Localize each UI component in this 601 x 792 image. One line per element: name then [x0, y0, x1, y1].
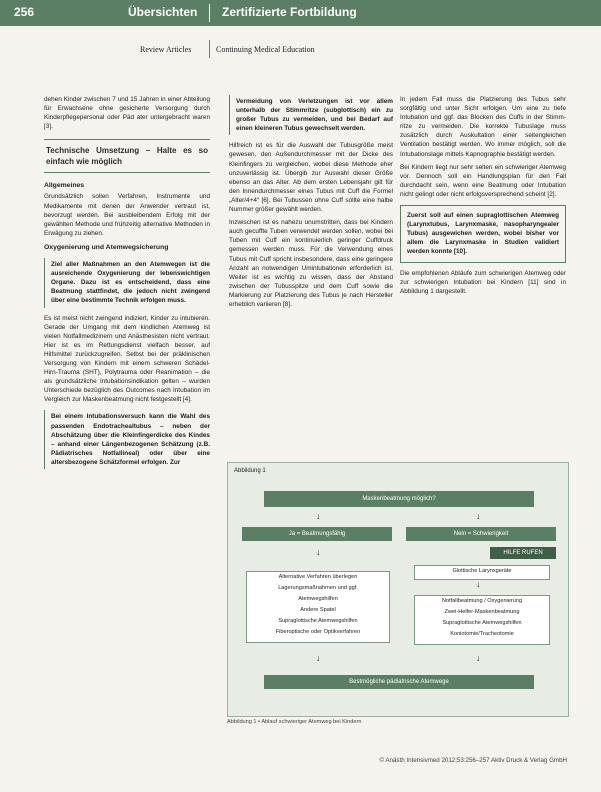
figure-label: Abbildung 1: [234, 468, 266, 474]
paragraph: Hilfreich ist es für die Auswahl der Tubusgröße meist gewesen, den Außendurchmesser mit der Dicke des Kleinfingers zu vergleichen, wobei diese Methode eher unzuverlässig ist. Übergib zur Auswahl dieser Größe ebenso an das Alter. Ab dem ersten Lebensjahr gilt für den Innendurchmesser eines Tubus mit Cuff die Formel „Alter/4+4“ [6]. Bei Tubussen ohne Cuff sollte eine halbe Nummer größer gewählt werden.: [229, 142, 393, 214]
flow-bottom-bar: Bestmögliche pädiatrische Atemwege: [264, 675, 534, 689]
paragraph: In jedem Fall muss die Platzierung des Tubus sehr sorgfältig und unter Sicht erfolgen. Um eine zu tiefe Intubation und ggf. das Blocken des Cuffs in der Stimmritze zu vermeiden. Die korrekte Tubuslage muss zusätzlich durch Auskultation einer seitengleichen Ventilation bestätigt werden. Wo immer möglich, soll die Intubationslage mittels Kapnographie bestätigt werden.: [400, 96, 566, 158]
box-line: Andere Spatel: [300, 607, 336, 613]
section-heading: Technische Umsetzung – Halte es so einfach wie möglich: [44, 139, 210, 173]
section-label: Übersichten: [128, 5, 198, 19]
paragraph: Inzwischen ist es nahezu unumstritten, dass bei Kindern auch gecuffte Tuben verwendet werden sollen, wobei bei Tuben mit Cuff ein kontinuierlich geringer Cuffdruck gemessen werden muss. Für die Verwendung eines Tubus mit Cuff spricht insbesondere, dass eine geringere Anzahl an notwendigen Umintubationen erforderlich ist. Weiter ist es wichtig zu wissen, dass der Abstand zwischen der Tubusspitze und dem Cuff sowie die Markierung zur Platzierung des Tubus je nach Hersteller erheblich variieren [8].: [229, 219, 393, 308]
flow-left-bar: Ja = Beatmungsfähig: [242, 527, 392, 541]
box-line: Atemwegshilfen: [298, 596, 338, 602]
paragraph: dehen Kinder zwischen 7 und 15 Jahren in einer Abteilung für Erwachsene ohne gesicherte Versorgung durch Kinderpflegepersonal oder Päd ater untergebracht waren [3].: [44, 96, 210, 131]
arrow-down-icon: ↓: [316, 653, 321, 663]
key-note: Vermeidung von Verletzungen ist vor allem unterhalb der Stimmritze (subglottisch) ein zu großer Tubus zu vermeiden, und bei Bedarf auf einen kleineren Tubus gewechselt werden.: [229, 95, 393, 135]
subheading: Oxygenierung und Atemwegsicherung: [44, 243, 169, 251]
key-note: Ziel aller Maßnahmen an den Atemwegen ist die ausreichende Oxygenierung der lebenswichtigen Organe. Dazu ist es entscheidend, dass eine Beatmung stattfindet, die jedoch nicht zwingend über eine bestimmte Technik erfolgen muss.: [44, 258, 210, 307]
arrow-down-icon: ↓: [476, 579, 481, 589]
subheader-divider: [209, 40, 210, 58]
header-divider: [209, 4, 210, 22]
box-line: Lagerungsmaßnahmen und ggf.: [278, 585, 358, 591]
arrow-down-icon: ↓: [476, 653, 481, 663]
paragraph: Es ist meist nicht zwingend indiziert, Kinder zu intubieren. Gerade der Umgang mit dem kindlichen Atemweg ist vielen Notfallmedizinern und Anästhesisten nicht vertraut. Hier ist es im Rettungsdienst vielfach besser, auf Hilfsmittel zurückzugreifen. Selbst bei der präklinischen Versorgung von Kindern mit einem schweren Schädel-Hirn-Trauma (SHT), Polytrauma oder Reanimation – die als grundsätzliche Intubationsindikation gelten – wurden Unterschiede bezüglich des Outcomes nach Intubation im Vergleich zur Maskenbeatmung nicht festgestellt [4].: [44, 314, 210, 404]
page-footer: © Anästh Intensivmed 2012;53:256–257 Aktiv Druck & Verlag GmbH: [379, 757, 567, 764]
paragraph: Die empfohlenen Abläufe zum schwierigen Atemweg oder zur schwierigen Intubation bei Kindern [11] sind in Abbildung 1 dargestellt.: [400, 269, 566, 295]
flow-top-bar: Maskenbeatmung möglich?: [264, 491, 534, 507]
figure-caption: Abbildung 1 ▪ Ablauf schwieriger Atemweg bei Kindern: [227, 719, 362, 725]
column-1: [44, 95, 210, 475]
arrow-down-icon: ↓: [316, 511, 321, 521]
box-line: Koniotomie/Tracheotomie: [450, 631, 514, 637]
box-text: Glottische Larynxgeräte: [452, 568, 512, 574]
key-note-box: Zuerst soll auf einen supraglottischen Atemweg (Larynxtubus, Larynxmaske, nasopharyngealer Tubus) ausgewichen werden, wobei bisher vor allem die Larynxmaske in Studien validiert werden konnte [10].: [400, 205, 566, 262]
box-line: Supraglottische Atemwegshilfen: [278, 618, 358, 624]
subheader-left: Review Articles: [140, 45, 192, 54]
flow-right-small-box: [414, 565, 550, 580]
flow-right-box: [414, 595, 550, 645]
paragraph: Bei Kindern liegt nur sehr selten ein schwieriger Atemweg vor. Dennoch soll ein Handlungsplan für den Fall durchdacht sein, wenn eine Beatmung oder Intubation nicht gelingt oder nicht erfolgsversprechend scheint [2].: [400, 163, 566, 198]
column-3: [400, 95, 566, 300]
call-for-help-tag: HILFE RUFEN: [490, 547, 556, 559]
column-2: [229, 95, 393, 313]
arrow-down-icon: ↓: [476, 511, 481, 521]
box-line: Notfallbeatmung / Oxygenierung: [441, 598, 523, 604]
box-line: Fiberoptische oder Optikverfahren: [275, 629, 361, 635]
flow-right-bar: Nein = Schwierigkeit: [406, 527, 556, 541]
page-number: 256: [14, 5, 35, 19]
figure-flowchart: [227, 462, 569, 717]
key-note: Bei einem Intubationsversuch kann die Wahl des passenden Endotrachealtubus – neben der Abschätzung über die Kleinfingerdicke des Kindes – anhand einer Längenbezogenen Schätzung (z.B. Pädiatrisches Notfallineal) oder über eine altersbezogene Schätzformel erfolgen. Zur: [44, 410, 210, 469]
box-line: Zwei-Helfer-Maskenbeatmung: [444, 609, 520, 615]
subheader-right: Continuing Medical Education: [216, 45, 315, 54]
section-title: Zertifizierte Fortbildung: [222, 5, 357, 19]
arrow-down-icon: ↓: [316, 547, 321, 557]
box-line: Supraglottische Atemwegshilfen: [442, 620, 522, 626]
flow-left-box: [246, 571, 390, 643]
box-line: Alternative Verfahren überlegen: [278, 574, 358, 580]
paragraph: Grundsätzlich sollen Verfahren, Instrumente und Medikamente mit denen der Anwender vertraut ist, bevorzugt werden. Bei ausbleibendem Erfolg mit der gewählten Methode und frühzeitig alternative Methoden in Erwägung zu ziehen.: [44, 193, 210, 237]
subheading: Allgemeines: [44, 182, 85, 190]
page-header: [0, 0, 601, 26]
